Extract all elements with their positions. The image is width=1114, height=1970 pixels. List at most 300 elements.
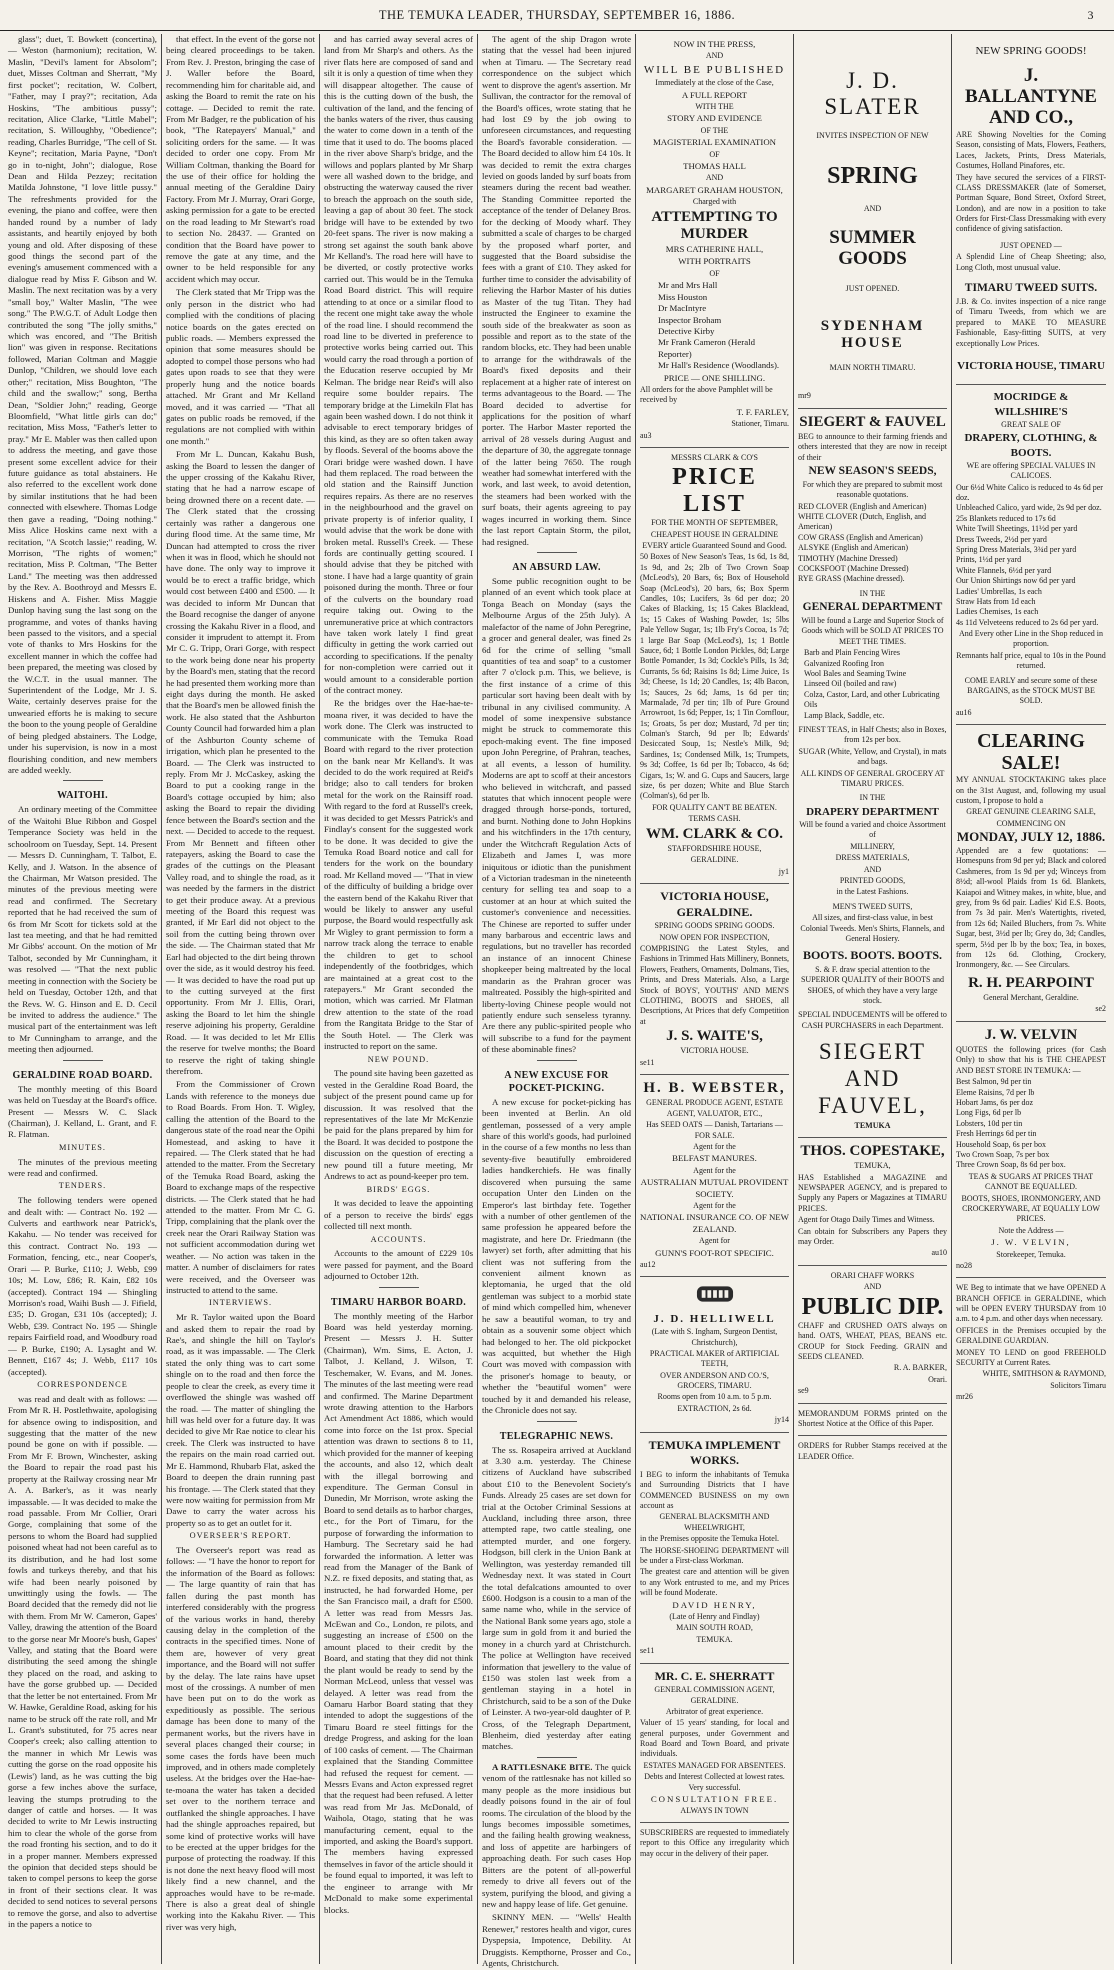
gates-report: The Clerk stated that Mr Tripp was the only person in the district who had complied with the conditions of placing notice boards on the gates erected on public roads. — Members expressed the opinion that some measures should be adopted to compel those persons who had gates upon roads to see that they were properly hung and the notice boards attached. Mr Grant and Mr Kelland moved, and it was carried — "That all gates on public roads be removed, if the regulations are not complied with within one month." [166, 287, 315, 446]
ballantyne-ad-body: They have secured the services of a FIRST-CLASS DRESSMAKER (late of Somerset, Portman Square, Bond Street, Oxford Street, London), and are now in a position to take Orders for First-Class Dressmaking with every confidence of giving satisfaction. [956, 172, 1106, 234]
list-item: Linseed Oil (boiled and raw) [804, 679, 897, 689]
interviews-text: Mr R. Taylor waited upon the Board and asked them to repair the road by Rae's, and shingle the hill on Taylor's road, as it was impassable. — The Clerk stated the only thing was to cart some shingle on to the road and then force the people to clear the creek, as every time it overflowed the shingle was washed off the road. — The matter of shingling the hill was held over for a future day. It was decided to give Mr Rae notice to clear his creek. The Clerk was instructed to have the repairs on the main road carried out. Mr E. Hammond, Rhubarb Flat, asked the Board to deepen the drain running past his frontage. — The Clerk stated that they were now waiting for permission from Mr Dawe to carry the water across his property so as to get an outlet for it. [166, 1312, 315, 1528]
siegert-ad [798, 409, 947, 1138]
general-dept-title: GENERAL DEPARTMENT [802, 601, 943, 614]
list-item: White Twill Sheetings, 11½d per yard [956, 524, 1078, 534]
implement-ad-line: TEMUKA. [696, 1634, 733, 1644]
press-ad-line: MAGISTERIAL EXAMINATION [652, 137, 777, 148]
press-ad-line: STORY AND EVIDENCE [667, 113, 762, 124]
sf-title: FAUVEL, [818, 1093, 927, 1119]
list-item: Galvanized Roofing Iron [804, 658, 884, 668]
column-rule [477, 34, 478, 1964]
drapery-item: AND [863, 864, 882, 874]
ballantyne-ad-body: ARE Showing Novelties for the Coming Season, consisting of Mats, Flowers, Feathers, Laces, Jackets, Prints, Dress Materials, Costumes, Holland Pinafores, etc. [956, 129, 1106, 171]
list-item: Miss Houston [658, 291, 708, 302]
list-item: Eleme Raisins, 7d per lb [956, 1087, 1035, 1097]
webster-ad-line: Agent for the [693, 1165, 736, 1175]
telegraphic-heading: TELEGRAPHIC NEWS. [499, 1430, 614, 1442]
ad-code: mr9 [798, 391, 811, 401]
list-item: 25s Blankets reduced to 17s 6d [956, 513, 1056, 523]
drapery-item: MILLINERY, [850, 841, 895, 851]
helliwell-ad [640, 1277, 789, 1432]
interviews-heading: INTERVIEWS. [208, 1298, 273, 1308]
clearing-ad [956, 725, 1106, 1022]
list-item: Our 6½d White Calico is reduced to 4s 6d per doz. [956, 482, 1103, 502]
clark-ad [640, 448, 789, 884]
ad-code: jy14 [774, 1415, 789, 1425]
orari-ad-title: PUBLIC DIP. [801, 1293, 944, 1320]
rubber-ad [798, 1436, 947, 1468]
press-ad-line: AND [705, 173, 724, 183]
press-ad-line: Immediately at the close of the Case, [655, 78, 774, 88]
press-ad-line: OF THE [700, 125, 729, 135]
press-ad [640, 34, 789, 448]
seeds-title: NEW SEASON'S SEEDS, [808, 464, 937, 477]
list-item: Straw Hats from 1d each [956, 596, 1036, 606]
victoria-ad-body: COMPRISING the Latest Styles, and Fashions in Trimmed Hats Millinery, Bonnets, Flowers, Feathers, Ornaments, Dolmans, Ties, Prints, and Dress Materials. Also, a Large Stock of BOYS', YOUTHS' AND MEN'S CLOTHING, BOOTS and SHOES, all Descriptions, At Prices that defy Competition at [640, 943, 789, 1026]
victoria-ad-line: SPRING GOODS SPRING GOODS. [654, 921, 775, 931]
accounts-heading: ACCOUNTS. [370, 1234, 427, 1244]
sherratt-ad-line: ESTATES MANAGED FOR ABSENTEES. [643, 1760, 786, 1770]
list-item: Wool Bales and Seaming Twine [804, 669, 907, 679]
drapery-item: DRESS MATERIALS, [835, 853, 910, 863]
clearing-ad-body: MY ANNUAL STOCKTAKING takes place on the 31st August, and, following my usual custom, I propose to hold a [956, 775, 1106, 805]
clearing-ad-line: COMMENCING ON [996, 818, 1066, 828]
webster-ad [640, 1075, 789, 1277]
implement-ad [640, 1433, 789, 1664]
slater-ad-line: JUST OPENED. [845, 283, 900, 293]
copestake-ad-body: Agent for Otago Daily Times and Witness. [798, 1215, 935, 1225]
divider [537, 1060, 577, 1061]
clearing-ad-body: Appended are a few quotations: — Homespuns from 9d per yd; Black and colored Cashmeres, from 1s 9d per yd; Winceys from 8½d; all-wool Plaids from 1s 6d. Blankets, Kaiapoi and Witney makes, in white, blue, and grey, from 9s 6d pair. Ladies' Kid E.S. Boots, from 7s 3d pair. Men's Watertights, riveted, from 12s 6d; Nailed Bluchers, from 7s. White Sugar, best, 3½d per lb; Grey do, 3d; Candles, sperm, 5½d per lb by the box; Tea, in boxes, from 12s 6d. Clothing, Crockery, Ironmongery, &c. — See Circulars. [956, 846, 1106, 970]
slater-ad-house: SYDENHAM HOUSE [820, 318, 925, 352]
telegraphic-text: The ss. Rosapeira arrived at Auckland at 3.30 a.m. yesterday. The Chinese citizens of Auckland have subscribed about £10 to the Benevolent Society's Funds. Already 25 cases are set down for trial at the October Criminal Sessions at Auckland, including three arson, three attempted rape, two cattle stealing, one attempted murder, and one forgery. Hodgson, bill clerk in the Union Bank at Wellington, was yesterday remanded till Wednesday next. It was stated in Court the total defalcations amounted to over £600. Hodgson is a cousin to a man of the same name who, while in the service of the National Bank some years ago, stole a large sum in gold from it and buried the money in a church yard at Christchurch. The police at Wellington have received information that jewellery to the value of £150 was stolen last week from a gentleman staying in a hotel in Christchurch, said to be a son of the Duke of Leinster. A two-year-old daughter of P. Cross, of the Telegraph Department, Blenheim, died yesterday after eating matches. [482, 1444, 631, 1752]
ad-code: se11 [640, 1057, 655, 1067]
memo-ad [798, 1404, 947, 1437]
orari-ad-name: R. A. BARKER, [893, 1363, 947, 1373]
smithson-ad-body: MONEY TO LEND on good FREEHOLD SECURITY at Current Rates. [956, 1347, 1106, 1368]
press-ad-price: PRICE — ONE SHILLING. [663, 372, 766, 383]
divider [537, 1757, 577, 1758]
correspondence-text: was read and dealt with as follows: — From Mr R. H. Postlethwaite, apologising for absence owing to indisposition, and suggesting that the matter of the new pound be gone on with if possible. — From Mr F. Brown, Winchester, asking the Board to repair the road past his property at the Railway crossing near Mr A. A. Barker's, as it was nearly impassable. — It was decided to make the road passable. From Mr Collier, Orari Gorge, complaining that some of the persons to whom the Board had supplied poisoned wheat had not been careful as to its distribution, and he had lost some fowls and turkeys thereby, and that his wife had been nearly poisoned by unwittingly using the fowls. — The Board decided that the remedy did not lie with them. From Mr W. Cameron, Gapes' Valley, drawing the attention of the Board to the gorse near Mr Moore's bush, Gapes' Valley, and stating that the Board were distributing the seed among the shingle they placed on the road, and asking to have the gorse grubbed up. — Decided that the letter be not entertained. From Mr W. Hawke, Geraldine Road, asking for his name to be struck off the rate roll, and Mr L. Grant's substituted, for 75 acres near Cooper's creek; also calling attention to the manner in which Mr Lewis was cutting the gorse on the road opposite his (Lewis') land, as he was cutting the big gorse a few inches above the surface, leaving the stumps protruding to the danger of cattle and horses. — It was decided to write to Mr Lewis instructing him to clear the whole of the gorse from the road fronting his section, and to do it in a proper manner. Members expressed the opinion that decided steps should be taken to compel persons to keep the gorse in front of their sections clear. It was decided to send notices to several persons to remove the gorse, and also to advertise in the papers a notice to [8, 1393, 157, 1930]
list-item: TIMOTHY (Machine Dressed) [798, 553, 898, 563]
victoria-ad-line: NOW OPEN FOR INSPECTION, [659, 932, 770, 942]
ballantyne-ad-title: J. BALLANTYNE AND CO., [965, 65, 1097, 129]
memo-ad-body: MEMORANDUM FORMS printed on the Shortest Notice at the Office of this Paper. [798, 1408, 947, 1429]
victoria-ad [640, 884, 789, 1075]
orari-ad-body: CHAFF and CRUSHED OATS always on hand. OATS, WHEAT, PEAS, BEANS etc. CROUP for Stock Feeding. GRAIN and SEEDS CLEANED. [798, 1320, 947, 1362]
birds-text: It was decided to leave the appointing of a person to receive the birds' eggs collected till next month. [324, 1198, 473, 1232]
column-5 [638, 34, 791, 1964]
webster-ad-line: Has SEED OATS — Danish, Tartarians — FOR SALE. [646, 1120, 783, 1140]
clark-ad-line: MESSRS CLARK & CO'S [670, 453, 759, 463]
copestake-ad-line: TEMUKA, [854, 1161, 891, 1171]
sf-town: TEMUKA [854, 1120, 891, 1130]
drapery-dept-title: DRAPERY DEPARTMENT [806, 805, 939, 818]
pearpoint-title: R. H. PEARPOINT [968, 974, 1094, 991]
victoria-ad-title: VICTORIA HOUSE, GERALDINE. [660, 889, 769, 919]
list-item: Prints, 1½d per yard [956, 555, 1022, 565]
column-7 [954, 34, 1108, 1964]
ad-code: se11 [640, 1646, 655, 1656]
list-item: Dr MacIntyre [658, 303, 707, 314]
column-1 [6, 34, 159, 1964]
rattlesnake-text [482, 1762, 631, 1910]
orari-ad-line: AND [863, 1282, 882, 1292]
harbour-continued: The agent of the ship Dragon wrote stating that the vessel had been injured when at Timaru. — The Secretary read correspondence on the subject which went to disprove the agent's assertion. Mr Sullivan, the contractor for the removal of the Board's offices, wrote stating that he had lost £9 by the job owing to unforeseen circumstances, and requesting the Board's favorable consideration. — The Board decided to allow him £4 10s. It was decided to remit the extra charges levied on goods landed by surf boats from steamers during the recent bad weather. The Standing Committee reported the acceptance of the tender of Delaney Bros. for the decking of Moody wharf. They submitted a scale of charges to be charged by the proposed wharf porter, and suggested that the Board subsidise the fees with a grant of £10. They asked for further time to consider the advisability of relieving the Harbor Master of his duties as Master of the tug Titan. They had instructed the Engineer to examine the south side of the breakwater as soon as possible and report as to the state of the random blocks, etc. They had been unable to arrange for the withdrawals of the Board's fixed deposits and their replacement at a higher rate of interest on terms advantageous to the Board. — The Board decided to advertise for applications for the position of wharf porter. The Harbor Master reported the arrival of 28 vessels during August and the departure of 30, the aggregate tonnage of the latter being 7650. The rough weather had somewhat interfered with the work, and last week, to avoid detention, the steamers had been worked with the surf boats, their agents agreeing to pay wages incurred in working them. Since the last report Captain Storm, the pilot, had resigned. [482, 34, 631, 547]
implement-ad-body: I BEG to inform the inhabitants of Temuka and Surrounding Districts that I have COMMENCED BUSINESS on my own account as [640, 1469, 789, 1511]
press-ad-line: MARGARET GRAHAM HOUSTON, [646, 184, 783, 195]
velvin-ad-name: J. W. VELVIN, [991, 1237, 1071, 1248]
clark-ad-title: PRICE LIST [672, 464, 757, 517]
press-ad-line: NOW IN THE PRESS, [673, 39, 756, 49]
drapery-item: in the Latest Fashions. [836, 887, 909, 897]
velvin-ad-line: Note the Address — [998, 1225, 1064, 1235]
clearing-ad-line: GREAT GENUINE CLEARING SALE, [966, 807, 1096, 817]
webster-ad-line: Agent for [699, 1236, 730, 1246]
column-rule [951, 34, 952, 1964]
press-ad-line: OF [709, 149, 720, 159]
pound-text: The pound site having been gazetted as vested in the Geraldine Road Board, the subject of the present pound came up for discussion. It was resolved that the representatives of the late Mr McKenzie be paid for the plans prepared by him for the Board. It was decided to postpone the discussion on the question of erecting a new pound till a future meeting, Mr Andrews to act as pound-keeper pro tem. [324, 1068, 473, 1182]
implement-ad-line: (Late of Henry and Findlay) [669, 1611, 760, 1621]
list-item: Long Figs, 6d per lb [956, 1108, 1022, 1118]
list-item: COCKSFOOT (Machine Dressed) [798, 563, 909, 573]
clark-ad-line: EVERY article Guaranteed Sound and Good. [642, 541, 787, 551]
list-item: Lobsters, 10d per tin [956, 1118, 1023, 1128]
teeth-icon [640, 1281, 789, 1310]
slater-ad-line: MAIN NORTH TIMARU. [829, 362, 916, 372]
mocridge-ad-title: MOCRIDGE & WILLSHIRE'S [993, 391, 1069, 418]
sf-title: SIEGERT AND [818, 1039, 927, 1091]
list-item: Lamp Black, Saddle, etc. [804, 710, 885, 720]
column-4 [480, 34, 633, 1969]
column-rule [635, 34, 636, 1964]
seeds-list [798, 502, 947, 585]
column-2 [164, 34, 317, 1964]
copestake-ad-body: HAS Established a MAGAZINE and NEWSPAPER AGENCY, and is prepared to Supply any Papers or Magazines at TIMARU PRICES. [798, 1172, 947, 1213]
tenders-heading: TENDERS. [58, 1181, 107, 1191]
tenders-text: The following tenders were opened and dealt with: — Contract No. 192 — Culverts and earthwork near Patrick's, Kakahu. — No tender was received for this contract. Contract No. 193 — Formation, fencing, etc., near Cooper's, Orari — P. Burke, £110; J. Webb, £99 10s; M. Low, £86; R. Kain, £82 10s (accepted). Contract 194 — Shingling Morrison's road, Waihi Bush — J. Fifield, £35; D. Grogan, £31 10s (accepted); J. Webb, £39. Contract No. 195 — Shingle repairs Fairfield road, and Woodbury road — P. Burke, £190; A. Lysaght and W. Bennett, £167 4s; J. Webb, £117 10s (accepted). [8, 1195, 157, 1377]
velvin-ad-teas: TEAS & SUGARS AT PRICES THAT CANNOT BE EQUALLED. [968, 1171, 1094, 1192]
bridges-report: Re the bridges over the Hae-hae-te-moana river, it was decided to have the work done. The Clerk was instructed to communicate with the Temuka Road Board with regard to the river protection on the bank near Mr Kelland's. It was decided to do the work required at Reid's bridge; also to call tenders for broken metal for the work on the Rainsiff road. With regard to the ford at Russell's creek, it was decided to get Messrs Patrick's and Findlay's consent for the suggested work to be done. It was decided to give the Temuka Road Board notice and call for tenders for the work on the boundary road. Mr Kelland moved — "That in view of the difficulty of building a bridge over the eastern bend of the Kakahu River that would be likely to answer any useful purpose, the Board would respectfully ask Mr Wigley to grant permission to form a narrow track along the terrace to enable the children to get to school independently of the footbridges, which are maintained at a great cost to the ratepayers." Mr Grant seconded the motion, which was carried. Mr Flatman drew attention to the state of the road from the Rangitata Bridge to the Star of the South Hotel. — The Clerk was instructed to report on the same. [324, 698, 473, 1052]
sherratt-ad-body: Valuer of 15 years' standing, for local and general purposes, under Government and Road Board and Town Board, and private individuals. [640, 1718, 789, 1759]
ad-code: no28 [956, 1260, 972, 1270]
rattlesnake-body: The quick venom of the rattlesnake has not killed so many people as the more insidious but deadly poisons found in the air of foul rooms. The circulation of the blood by the lungs becomes impossible sometimes, and the failing health growing weakness, and loss of appetite are harbingers of approaching death. For such cases Hop Bitters are the potent of all-powerful remedy to drive all fevers out of the system, purifying the blood, and giving a new and happy lease of life. Get genuine. [482, 1761, 632, 1909]
list-item: Fresh Herrings 6d per tin [956, 1129, 1037, 1139]
helliwell-ad-line: EXTRACTION, 2s 6d. [677, 1403, 752, 1413]
divider [537, 1421, 577, 1422]
list-item: Inspector Broham [658, 314, 722, 325]
press-ad-line: Stationer, Timaru. [731, 419, 789, 429]
drapery-dept-body: Will be found a varied and choice Assortment of [799, 820, 946, 840]
road-board-intro: The monthly meeting of this Board was held on Tuesday at the Board's office. Present — Messrs W. C. Slack (Chairman), J. Kelland, L. Grant, and F. R. Flatman. [8, 1083, 157, 1140]
list-item: Best Salmon, 9d per tin [956, 1077, 1032, 1087]
siegert-ad-title: SIEGERT & FAUVEL [799, 413, 946, 430]
divider [379, 1287, 419, 1288]
rattlesnake-heading: A RATTLESNAKE BITE. [492, 1761, 593, 1772]
press-ad-line: OF [709, 268, 720, 278]
boots-body: S. & F. draw special attention to the SUPERIOR QUALITY of their BOOTS and SHOES, of which they have a very large stock. [800, 964, 945, 1006]
sugar-line: SUGAR (White, Yellow, and Crystal), in mats and bags. [798, 746, 947, 767]
waitohi-heading: WAITOHI. [57, 790, 108, 802]
helliwell-ad-line: OVER ANDERSON AND CO.'S, GROCERS, TIMARU. [660, 1370, 769, 1391]
list-item: RYE GRASS (Machine dressed). [798, 574, 905, 584]
pocket-text: A new excuse for pocket-picking has been invented at Berlin. An old gentleman, possessed of a very ample share of this world's goods, had purloined in the course of a few months no less than seventy-five beautifully embroidered ladies handkerchiefs. He was finally discovered when pursuing the same occupation Unter den Linden on the Emperor's last birthday fete. Together with a number of other gentlemen of the same profession he appeared before the magistrate, and here Dr. Friedmann (the lawyer) set forth, after admitting that his client was not suffering from the convenient ailment known as kleptomania, he urged that the old gentleman was subject to a morbid state of mind which compelled him, whenever he saw a beautiful woman, to try and obtain as a souvenir some object which had belonged to her. The old pickpocket was acquitted, but whether the High Court was moved with compassion with the prisoner's homage to beauty, or whether the "beautiful women" were touched by it and demanded his release, the Chronicle does not say. [482, 1096, 631, 1416]
slater-ad-line: AND [863, 203, 882, 213]
mens-body: All sizes, and first-class value, in best Colonial Tweeds. Men's Shirts, Flannels, and General Hosiery. [800, 913, 945, 943]
ballantyne-ad-line: JUST OPENED — [1000, 240, 1062, 250]
pearpoint-sub: General Merchant, Geraldine. [983, 993, 1079, 1003]
list-item: Hobart Jams, 6s per doz [956, 1098, 1034, 1107]
pound-heading: NEW POUND. [367, 1054, 430, 1064]
accounts-text: Accounts to the amount of £229 10s were passed for payment, and the Board adjourned to October 12th. [324, 1248, 473, 1282]
velvin-ad-body: QUOTES the following prices (for Cash Only) to show that his is THE CHEAPEST AND BEST STORE IN TEMUKA: — [956, 1045, 1106, 1075]
velvin-ad-line: Storekeeper, Temuka. [996, 1249, 1066, 1259]
divider [63, 780, 103, 781]
general-dept-line: IN THE [859, 588, 886, 598]
webster-ad-line: GUNN'S FOOT-ROT SPECIFIC. [655, 1247, 774, 1258]
copestake-ad-title: THOS. COPESTAKE, [800, 1142, 945, 1159]
press-ad-line: MRS CATHERINE HALL, [665, 244, 764, 255]
list-item: WHITE CLOVER (Dutch, English, and American) [798, 512, 926, 532]
sherratt-ad [640, 1664, 789, 1865]
list-item: Unbleached Calico, yard wide, 2s 9d per doz. [956, 503, 1102, 513]
clark-ad-line: CHEAPEST HOUSE IN GERALDINE [650, 529, 779, 539]
mocridge-ad-remnants: Remnants half price, equal to 10s in the Pound returned. [956, 650, 1106, 671]
implement-ad-title: TEMUKA IMPLEMENT WORKS. [648, 1437, 781, 1468]
smithson-ad-body: WE Beg to intimate that we have OPENED A BRANCH OFFICE in GERALDINE, which will be OPEN EVERY THURSDAY from 10 a.m. to 4 p.m. and other days when necessary. [956, 1283, 1106, 1324]
webster-ad-line: AUSTRALIAN MUTUAL PROVIDENT SOCIETY. [640, 1177, 789, 1199]
orari-ad-line: ORARI CHAFF WORKS [830, 1270, 915, 1280]
copestake-ad-body: Can obtain for Subscribers any Papers they may Order. [798, 1226, 947, 1246]
concert-report: glass"; duet, T. Bowkett (concertina), — Weston (harmonium); recitation, W. Maslin, "Devil's lament for Absolom"; duet, Misses Coltman and Sherratt, "My first pocket"; recitation, W. Colbert, "Father, may I pray?"; recitation, Ada Hoskins, "The ambitious pussy"; recitation, Alice Clarke, "Little Mabel"; recitation, S. Willoughby, "Obedience"; reading, Charles Burridge, "The cell of St. Keyne"; recitation, Maria Payne, "Don't go in to-night, John"; dialogue, Rose Dean and Hilda Pezzey; recitation Matilda Johnstone, "I love little pussy." The refreshments provided for the evening, the piano and coffee, were then handed round by a number of lady assistants, and heartily enjoyed by both young and old. After disposing of these good things the second part of the evening's amusement commenced with a dialogue read by Miss F. Gibson and W. Maslin. The next recitation was by a very "small boy," Walter Maslin, "The wee song." The P.W.G.T. of Adult Lodge then contributed the song "The jolly smiths," which was encored, and "The British lion" was given in response. Recitations followed, Marian Coltman and Maggie Dunlop, "Children, we should love each other;" recitation, Miss Boughton, "The child and the swallow;" song, Bertha Dean, "Soldier John;" reading, George Bloomfield, "What little girls can do;" recitation, Miss Moss, "Father's letter to pray." Mr E. Mabler was then called upon to address the meeting, and gave those present some excellent advice for their future guidance as total abstainers. He also referred to the excellent work done by similar institutions that he had been connected with elsewhere. Thomas Lodge then gave a reading, "Doing nothing." Miss Alice Hoskins came next with a recitation, "A Scotch lassie;" reading, W. Morrison, "The rights of women;" recitation, Miss P. Coltman, "The Better Land." The meeting was then addressed by the Rev. A. Boothroyd and Messrs E. Hiskens and A. Fisher. Miss Maggie Dunlop having sung the last song on the programme, and votes of thanks having been passed to the visitors, and a special vote of thanks to Mrs Hoskins for the excellent manner in which the coffee had been prepared, the meeting was closed by the W.C.T. in the usual manner. The Superintendent of the Lodge, Mr J. S. Waite, certainly deserves praise for the unwearied efforts he is making to secure the boon to the young people of Geraldine of being pledged abstainers. The Lodge, under his supervision, is now in a most flourishing condition, and new members are added weekly. [8, 34, 157, 775]
ad-code: se2 [1095, 1004, 1106, 1014]
page-number: 3 [1087, 7, 1094, 22]
road-board-heading: GERALDINE ROAD BOARD. [12, 1069, 153, 1081]
press-ad-line: A FULL REPORT [681, 89, 748, 100]
sherratt-ad-line: ALWAYS IN TOWN [680, 1806, 749, 1816]
victoria-ad-line: VICTORIA HOUSE. [680, 1046, 749, 1056]
list-item: Three Crown Soap, 8s 6d per box. [956, 1160, 1066, 1170]
list-item: Colza, Castor, Lard, and other Lubricating Oils [804, 689, 940, 710]
correspondence-heading: CORRESPONDENCE [37, 1379, 128, 1389]
clark-ad-line: TERMS CASH. [688, 814, 741, 824]
skinny-men-text: SKINNY MEN. — "Wells' Health Renewer," restores health and vigor, cures Dyspepsia, Impotence, Debility. At Druggists. Kempthorne, Prosser and Co., Agents, Christchurch. [482, 1912, 631, 1969]
ad-code: mr26 [956, 1392, 973, 1402]
orari-ad-line: Orari. [928, 1374, 947, 1384]
sherratt-ad-line: CONSULTATION FREE. [650, 1794, 779, 1805]
mocridge-ad-goods: DRAPERY, CLOTHING, & BOOTS. [964, 432, 1098, 459]
velvin-ad-title: J. W. VELVIN [984, 1026, 1078, 1043]
birds-heading: BIRDS' EGGS. [366, 1184, 431, 1194]
column-6 [796, 34, 949, 1964]
press-ad-agent: T. F. FARLEY, [736, 406, 789, 417]
clark-ad-body: 50 Boxes of New Season's Teas, 1s 6d, 1s 8d, 1s 9d, and 2s; 2lb of Two Crown Soap (McLeod's), 20 Bars, 6s; Box of Household Soap (McLeod's), 20 bars, 6s; Box Sperm Candles, 10s; Lucifers, 3s 6d per doz; 20 Cakes of Blacking, 1s; 15 Cakes Blacklead, 1s; 15 Cakes of Washing Powder, 1s; 5lbs Pale Yellow Sugar, 1s; 1lb Fry's Cocoa, 1s 7d; 1 large Bar Soap (McLeod's), 1s; 1 Bottle Sauce, 6d; 1 Bottle London Pickles, 8d; Large Bottle Pomander, 1s 3d; Cockle's Pills, 1s 3d; Currants, 5s 6d; Raisins 1s 8d; Lime Juice, 1s 3d; Cheese, 1s 1d; 20 Candles, 1s; 4lb Bacon, 1s; Sauces, 2s 6d; Jams, 1s 6d per tin; Marmalade, 7d per tin; 1lb of Pure Ground Arrowroot, 1s 6d; Pepper, 1s; 1 Tin Cornflour, 1s; Groats, 5s per doz; Mustard, 7d per tin; Colman's Starch, 9d per lb; Edwards' Desiccated Soup, 1s; Nestle's Milk, 9d; Sardines, 1s; Condensed Milk, 1s; Trumpets, 9s 3d; Coffee, 1s 6d per lb; Tobacco, 4s 6d; Cigars, 1s; W. and G. Cups and Saucers, large size, 6s per dozen; White and Blue Starch (Colman's), 6d per lb. [640, 552, 789, 801]
press-ad-line: All orders for the above Pamphlet will be received by [640, 385, 773, 405]
implement-ad-body: The HORSE-SHOEING DEPARTMENT will be under a First-class Workman. [640, 1545, 789, 1565]
crown-lands-report: From the Commissioner of Crown Lands with reference to the moneys due to Road Boards. From Hon. T. Wigley, calling the attention of the Board to the dangerous state of the road near the Opihi Homestead, and asking to have it repaired. — The Clerk stated that he had attended to the matter. From the Secretary of the Temuka Road Board, asking the Board to exchange maps of the respective districts. — The Clerk stated that he had attended to the matter. From Mr C. G. Tripp, complaining that the plank over the creek near the Orari Railway Station was not sufficient accommodation during wet weather. — No action was taken in the matter. A number of disclaimers for rates were received, and the Overseer was instructed to attend to the same. [166, 1079, 315, 1295]
clark-ad-firm: WM. CLARK & CO. [645, 825, 784, 842]
implement-ad-trade: GENERAL BLACKSMITH AND WHEELWRIGHT, [659, 1512, 770, 1532]
smithson-ad-line: Solicitors Timaru [1050, 1380, 1106, 1390]
inducements-line: SPECIAL INDUCEMENTS will be offered to CASH PURCHASERS in each Department. [798, 1010, 947, 1030]
smithson-ad [956, 1278, 1106, 1408]
absurd-law-text: Some public recognition ought to be planned of an event which took place at Tonga Beach on Monday (says the Melbourne Argus of the 25th July). A malefactor of the name of John Peregrine, a grocer and general dealer, was fined 2s 6d for the crime of selling "small quantities of tea and soap" to a customer after 7 o'clock p.m. This, we believe, is the first instance of a crime of this particular sort having been dealt with by tribunal in any civilised community. A model of some inexpensive substance might be struck to commemorate this epoch-making event. The fine imposed upon John Peregrine, of Prahran, teaches, at all events, a lesson of humility. Moderns are apt to scoff at their ancestors who believed in witchcraft, and passed statutes that which innocent people were dragged through horse-ponds, tortured, and burnt. Nothing done to John Hopkins and his witchfinders in the 17th century, under the Witchcraft Regulation Acts of Elizabeth and James I, was more iniquitous or idiotic than the punishment of a Victorian tradesman in the nineteenth century for selling tea and soap to a customer at an hour at which suited the customer's convenience and necessities. The Chinese are reported to suffer under many barbarous and eccentric laws and regulations, but no traveller has recorded an instance of an innocent Chinese shopkeeper being maltreated by the local mandarin as the Prahran grocer was maltreated. Possibly the high-spirited and liberty-loving Chinese people would not patiently endure such senseless tyranny. Are there any public-spirited people who will subscribe to a fund for the payment of these abominable fines? [482, 575, 631, 1055]
crossing-report: From Mr L. Duncan, Kakahu Bush, asking the Board to lessen the danger of the upper crossing of the Kakahu River, stating that he had a narrow escape of being drowned there on a recent date. — The Clerk stated that the crossing certainly was rather a dangerous one during flood time. At the same time, Mr Duncan had attempted to cross the river when it was in flood, which he should not have done. The only way to improve it would be to erect a traffic bridge, which would cost between £400 and £500. — It was decided to inform Mr Duncan that the Board recognise the danger of anyone crossing the Kakahu River in a flood, and consider it imprudent to attempt it. From Mr C. G. Tripp, Orari Gorge, with respect to the work being done near his property by the Board's men, stating that the record he had presented them working more than eight days during the month. He asked that the Board's men be allowed finish the work. He also stated that the Ashburton County Council had forwarded him a plan of the Ashburton County scheme of irrigation, which plan he presented to the Board. — The Clerk was instructed to reply. From Mr J. McCaskey, asking the Board to put a cooking range in the Board's cottage occupied by him; also asking the Board to repair the dividing fence between the Board's section and the next. — Decided to accede to the request. From Mr Bennett and fifteen other ratepayers, asking the Board to case the grades of the cuttings on the Pleasant Valley road, and to shingle the road, as it was needed by the farmers in the district to get their produce away. At a previous meeting of the Board this request was granted, if Mr Earl did not object to the soil from the cutting being thrown over the side. — The Chairman stated that Mr Earl had objected to the dirt being thrown over the side, as it would destroy his feed. — It was decided to have the road put up to the cutting surveyed at the first opportunity. From Mr J. Ellis, Orari, asking the Board to let him the shingle reserve adjoining his property, Geraldine Road. — It was decided to let Mr Ellis the reserve for twelve months; the Board to reserve the right of taking shingle therefrom. [166, 449, 315, 1076]
webster-ad-line: NATIONAL INSURANCE CO. OF NEW ZEALAND. [640, 1212, 789, 1234]
sherratt-ad-line: GENERAL COMMISSION AGENT, GERALDINE. [654, 1685, 775, 1705]
grocery-line: ALL KINDS OF GENERAL GROCERY AT TIMARU PRICES. [800, 768, 945, 788]
ad-code: au16 [956, 707, 972, 717]
list-item: Mr Hall's Residence (Woodlands). [658, 360, 780, 371]
slater-ad-spring: SPRING [827, 163, 918, 190]
siegert-ad-body: BEG to announce to their farming friends and others interested that they are now in receipt of their [798, 431, 947, 462]
implement-ad-body: The greatest care and attention will be given to any Work entrusted to me, and my Prices will be found Moderate. [640, 1567, 789, 1598]
helliwell-ad-title: J. D. HELLIWELL [653, 1312, 776, 1325]
overseer-continued: and has carried away several acres of land from Mr Sharp's and others. As the river flats here are composed of sand and silt it is only a question of time when they will disappear altogether. The cause of this is the cutting down of the bush, the cultivation of the land, and the fencing of the banks waters of the river, thus causing the water to come down in a tenth of the time that it used to do. The booms placed in the river above Sharp's bridge, and the willows and poplars planted by Mr Sharp were all washed down to the bridge, and obstructing the waterway caused the river to breach the approach on the south side, leaving a gap of about 30 feet. The stock bridge will have to be extended by two 20-feet spans. The river is now making a strong set against the south bank above Mr Kelland's. The road here will have to be diverted, or costly protective works carried out. This would be in the Temuka Road Board district. This will require attending to at once or a similar flood to the recent one might take away the whole of the road line. I should recommend the road line to be diverted in preference to protective works being carried out. This would carry the road through a portion of the Education reserve occupied by Mr Kelman. The bridge near Reid's will also require some boulder repairs. The temporary bridge at the Limekiln Flat has again been washed down. I do not think it advisable to erect temporary bridges of this kind, as they are so often taken away by floods. Several of the booms above the Orari bridge were washed down. I have had them replaced. The road between the old station and the Rainsiff Junction requires repairs. As there are no reserves in the neighbourhood and the gravel on private property is of inferior quality, I would advise that the work be done with broken metal. Russell's Creek. — These fords are continually getting scoured. I should advise that they be pitched with stone. I have had a large quantity of grain poisoned during the month. Three or four of the culverts on the boundary road require taking out. Owing to the unremunerative price at which contractors have taken work lately I find great difficulty in getting the work carried out according to specifications. If the penalty for non-completion were carried out it would amount to a considerable portion of the contract money. [324, 34, 473, 696]
webster-ad-line: Agent for the [693, 1141, 736, 1151]
copestake-ad [798, 1138, 947, 1266]
ad-code: jy1 [778, 866, 789, 876]
velvin-ad-boots: BOOTS, SHOES, IRONMONGERY, AND CROCKERYWARE, AT EQUALLY LOW PRICES. [961, 1193, 1101, 1224]
ballantyne-ad-body: A Splendid Line of Cheap Sheeting; also, Long Cloth, most unusual value. [956, 252, 1106, 272]
list-item: Detective Kirby [658, 325, 715, 336]
minutes-heading: MINUTES. [59, 1142, 106, 1152]
helliwell-ad-line: PRACTICAL MAKER of ARTIFICIAL TEETH, [649, 1348, 780, 1369]
minutes-text: The minutes of the previous meeting were read and confirmed. [8, 1156, 157, 1179]
webster-ad-line: Agent for the [693, 1200, 736, 1210]
list-item: Spring Dress Materials, 3¾d per yard [956, 544, 1077, 554]
harbour-text: The monthly meeting of the Harbor Board was held yesterday morning. Present — Messrs J. H. Sutter (Chairman), Wm. Sims, E. Acton, J. Talbot, J. Kelland, J. Wilson, T. Teschemaker, W. Evans, and M. Jones. The minutes of the last meeting were read and confirmed. The Marine Department wrote drawing attention to the Harbors Act Amendment Act 1886, which would come into force on the 1st prox. Special attention was drawn to sections 8 to 11, which provided for the manner of keeping the accounts, and also 12, which dealt with the illegal borrowing and expenditure. The German Consul in Dunedin, Mr Morrison, wrote asking the Board to send details as to harbor charges, etc., for the Port of Timaru, for the purpose of forwarding the information to Hamburg. The Secretary said he had forwarded the information. A letter was read from the Manager of the Bank of N.Z. re fixed deposits, and stating that, as instructed, he had forwarded Home, per the San Francisco mail, a draft for £500. A letter was read from Messrs Jas. McEwan and Co., London, re pilots, and suggesting an increase of £500 on the amount placed to their credit by the Board, and stating that they did not think the plant would be ready to send by the Norman McLeod, unless that vessel was delayed. A letter was read from the Oamaru Harbor Board stating that they intended to adopt the suggestions of the Timaru Board re steel fittings for the dredge Progress, and asking for the loan of 100 casks of cement. — The Chairman explained that the Standing Committee had refused the request for cement. — Messrs Evans and Acton expressed regret that the request had been refused. A letter was read from Mr Jas. McDonald, of Waihola, Otago, stating that he was manufacturing cement, equal to the imported, and asking the Board's support. The members having expressed themselves in favor of the article should it be found equal to imported, it was left to the engineer to arrange with Mr McDonald to make some experimental blocks. [324, 1310, 473, 1915]
column-rule [161, 34, 162, 1964]
list-item: Household Soap, 6s per box [956, 1139, 1046, 1149]
helliwell-ad-line: (Late with S. Ingham, Surgeon Dentist, Christchurch), [651, 1327, 778, 1347]
column-rule [793, 34, 794, 1964]
mens-title: MEN'S TWEED SUITS, [832, 901, 913, 911]
ad-code: au10 [931, 1248, 947, 1258]
teas-line: FINEST TEAS, in Half Chests; also in Boxes, from 12s per box. [798, 725, 947, 745]
timaru-tweed-title: TIMARU TWEED SUITS. [964, 282, 1098, 295]
implement-ad-body: in the Premises opposite the Temuka Hotel. [640, 1534, 780, 1544]
drapery-item: PRINTED GOODS, [839, 875, 906, 885]
ad-code: au3 [640, 430, 652, 440]
mocridge-ad [956, 385, 1106, 725]
implement-ad-name: DAVID HENRY, [672, 1599, 757, 1610]
ballantyne-ad [956, 34, 1106, 385]
absurd-law-heading: AN ABSURD LAW. [512, 561, 601, 573]
list-item: COW GRASS (English and American) [798, 532, 923, 542]
mocridge-list [956, 483, 1106, 628]
divider [640, 1822, 789, 1823]
victoria-house-title: VICTORIA HOUSE, TIMARU [957, 359, 1105, 372]
divider [537, 552, 577, 553]
general-dept-body: Will be found a Large and Superior Stock of Goods which will be SOLD AT PRICES TO MEET THE TIMES. [801, 616, 944, 646]
clearing-ad-date: MONDAY, JULY 12, 1886. [956, 829, 1106, 845]
overseer-text: The Overseer's report was read as follows: — "I have the honor to report for the information of the Board as follows: — The large quantity of rain that has fallen during the past month has interfered considerably with the progress of the various works in hand, thereby causing delay in the completion of the contracts in the specified times. None of them are, however of very great importance, and the Board will not suffer by the delay. The late rains have upset most of the crossings. A number of men have been put on to do the work as expeditiously as possible. The serious damage has been done to many of the permanent works, but the rivers have in several places changed their course; in some cases the fords have been much improved, and in others made completely useless. At the bridges over the Hae-hae-te-moana the water has taken a decided set over to the northern terrace and outflanked the shingle approaches. I have had the shingle approaches repaired, but some kind of protective works will have to be erected at the upper bridges for the purpose of protecting the roadway. If this is not done the next heavy flood will most likely find a new channel, and the approaches would have to be re-made. There is also a great deal of shingle working into the Kakahu River. — This river was very high, [166, 1544, 315, 1932]
list-item: Barb and Plain Fencing Wires [804, 648, 900, 658]
list-item: Ladies Chemises, 1s each [956, 607, 1039, 617]
mocridge-ad-note: And Every other Line in the Shop reduced in proportion. [959, 629, 1103, 649]
velvin-ad [956, 1022, 1106, 1278]
smithson-ad-body: OFFICES in the Premises occupied by the GERALDINE GUARDIAN. [956, 1325, 1106, 1346]
mocridge-ad-body: WE are offering SPECIAL VALUES IN CALICOES. [966, 460, 1096, 481]
webster-ad-line: BELFAST MANURES. [672, 1153, 757, 1164]
webster-ad-line: GENERAL PRODUCE AGENT, ESTATE AGENT, VALUATOR, ETC., [646, 1098, 783, 1118]
press-ad-line: WITH THE [695, 101, 734, 111]
list-item: Mr Frank Cameron (Herald Reporter) [658, 337, 755, 359]
harbour-heading: TIMARU HARBOR BOARD. [330, 1296, 467, 1308]
seeds-body: For which they are prepared to submit most reasonable quotations. [802, 479, 943, 500]
clark-ad-line: FOR THE MONTH OF SEPTEMBER, [651, 518, 778, 528]
list-item: ALSYKE (English and American) [798, 543, 908, 553]
victoria-ad-firm: J. S. WAITE'S, [666, 1028, 763, 1045]
masthead [0, 0, 1114, 31]
list-item: Two Crown Soap, 7s per box [956, 1149, 1050, 1159]
correspondence-continued: that effect. In the event of the gorse not being cleared proceedings to be taken. From Rev. J. Preston, bringing the case of J. Waller before the Board, recommending him for charitable aid, and asking the Board to remit the rate on his cottage. — Decided to remit the rate. From Mr Badger, re the publication of his book, "The Ratepayers' Manual," and soliciting orders for the same. — It was decided to order one copy. From Mr William Coltman, thanking the Board for the use of their office for holding the annual meeting of the Geraldine Dairy Factory. From Mr J. Murray, Orari Gorge, asking permission for a gate to be erected on the road leading to Mr Stewart's road to section No. 28437. — Granted on condition that the Board have power to remove the gate at any time, and the owner to be held responsible for any accident which may occur. [166, 34, 315, 284]
timaru-tweed-body: J.B. & Co. invites inspection of a nice range of Timaru Tweeds, from which we are prepared to MAKE TO MEASURE Fashionable, Easy-fitting SUITS, at very exceptionally Low Prices. [956, 296, 1106, 348]
masthead-title: THE TEMUKA LEADER, THURSDAY, SEPTEMBER 16, 1886. [378, 7, 736, 22]
list-item: White Flannels, 6½d per yard [956, 565, 1052, 575]
list-item: RED CLOVER (English and American) [798, 501, 927, 511]
ad-code: se9 [798, 1386, 809, 1396]
velvin-list [956, 1077, 1106, 1171]
spring-goods-title: NEW SPRING GOODS! [975, 45, 1087, 57]
column-rule [319, 34, 320, 1964]
list-item: Ladies' Umbrellas, 1s each [956, 586, 1042, 596]
portrait-list [640, 280, 789, 371]
implement-ad-line: MAIN SOUTH ROAD, [676, 1623, 753, 1633]
pocket-heading: A NEW EXCUSE FOR POCKET-PICKING. [504, 1069, 609, 1094]
press-ad-line: WITH PORTRAITS [678, 256, 751, 267]
drapery-dept-line: IN THE [859, 793, 886, 803]
clark-ad-line: FOR QUALITY CAN'T BE BEATEN. [652, 802, 777, 812]
waitohi-report: An ordinary meeting of the Committee of the Waitohi Blue Ribbon and Gospel Temperance Society was held in the schoolroom on Tuesday, Sept. 14. Present — Messrs D. Cunningham, T. Talbot, E. Kelly, and J. Watson. In the absence of the Chairman, Mr Watson presided. The minutes of the previous meeting were read and confirmed. The Secretary reported that he had received the sum of 6s from Mr Scott for tickets sold at the last tea meeting, and that he had remitted Mr Gibbs' account. On the motion of Mr Talbot, seconded by Mr Cunningham, it was resolved — "That the next public meeting in connection with the Society be held on Tuesday, October 12th, and that the Revs. W. G. Hinson and E. D. Cecil be invited to address the audience." The musical part of the entertainment was left to Mr Cunningham to arrange, and the meeting then adjourned. [8, 804, 157, 1055]
list-item: 4s 11d Velveteens reduced to 2s 6d per yard. [956, 617, 1099, 627]
subscribers-notice: SUBSCRIBERS are requested to immediately report to this Office any irregularity which may occur in the delivery of their paper. [640, 1827, 789, 1858]
press-ad-line: AND [705, 51, 724, 61]
boots-title: BOOTS. BOOTS. BOOTS. [802, 948, 943, 963]
clark-ad-line: STAFFORDSHIRE HOUSE, [667, 843, 762, 853]
press-ad-line: THOMAS HALL [683, 160, 746, 171]
mocridge-ad-line: GREAT SALE OF [1001, 419, 1061, 429]
press-ad-headline: WILL BE PUBLISHED [643, 63, 786, 76]
divider [63, 1060, 103, 1061]
list-item: Dress Tweeds, 2½d per yard [956, 534, 1047, 544]
press-ad-line: Charged with [692, 197, 737, 207]
sherratt-ad-line: Arbitrator of great experience. [665, 1706, 764, 1716]
overseer-heading: OVERSEER'S REPORT. [189, 1531, 292, 1541]
helliwell-ad-line: Rooms open from 10 a.m. to 5 p.m. [657, 1392, 772, 1402]
smithson-ad-name: WHITE, SMITHSON & RAYMOND, [982, 1369, 1106, 1379]
orari-ad [798, 1266, 947, 1404]
list-item: Our Union Shirtings now 6d per yard [956, 576, 1076, 586]
press-ad-headline: ATTEMPTING TO MURDER [651, 208, 778, 242]
slater-ad-title: J. D. SLATER [824, 68, 921, 120]
column-3 [322, 34, 475, 1964]
general-list [798, 648, 947, 721]
list-item: Mr and Mrs Hall [658, 280, 718, 291]
mocridge-ad-come-early: COME EARLY and secure some of these BARGAINS, as the STOCK MUST BE SOLD. [964, 675, 1098, 706]
clearing-ad-title: CLEARING SALE! [977, 730, 1085, 775]
sherratt-ad-title: MR. C. E. SHERRATT [654, 1668, 775, 1683]
ad-code: au12 [640, 1260, 656, 1270]
clark-ad-line: GERALDINE. [690, 855, 739, 865]
rubber-ad-body: ORDERS for Rubber Stamps received at the LEADER Office. [798, 1441, 947, 1461]
slater-ad-line: INVITES INSPECTION OF NEW [816, 130, 929, 140]
webster-ad-title: H. B. WEBSTER, [643, 1080, 786, 1097]
slater-ad [798, 34, 947, 409]
slater-ad-summer: SUMMER GOODS [829, 227, 916, 269]
